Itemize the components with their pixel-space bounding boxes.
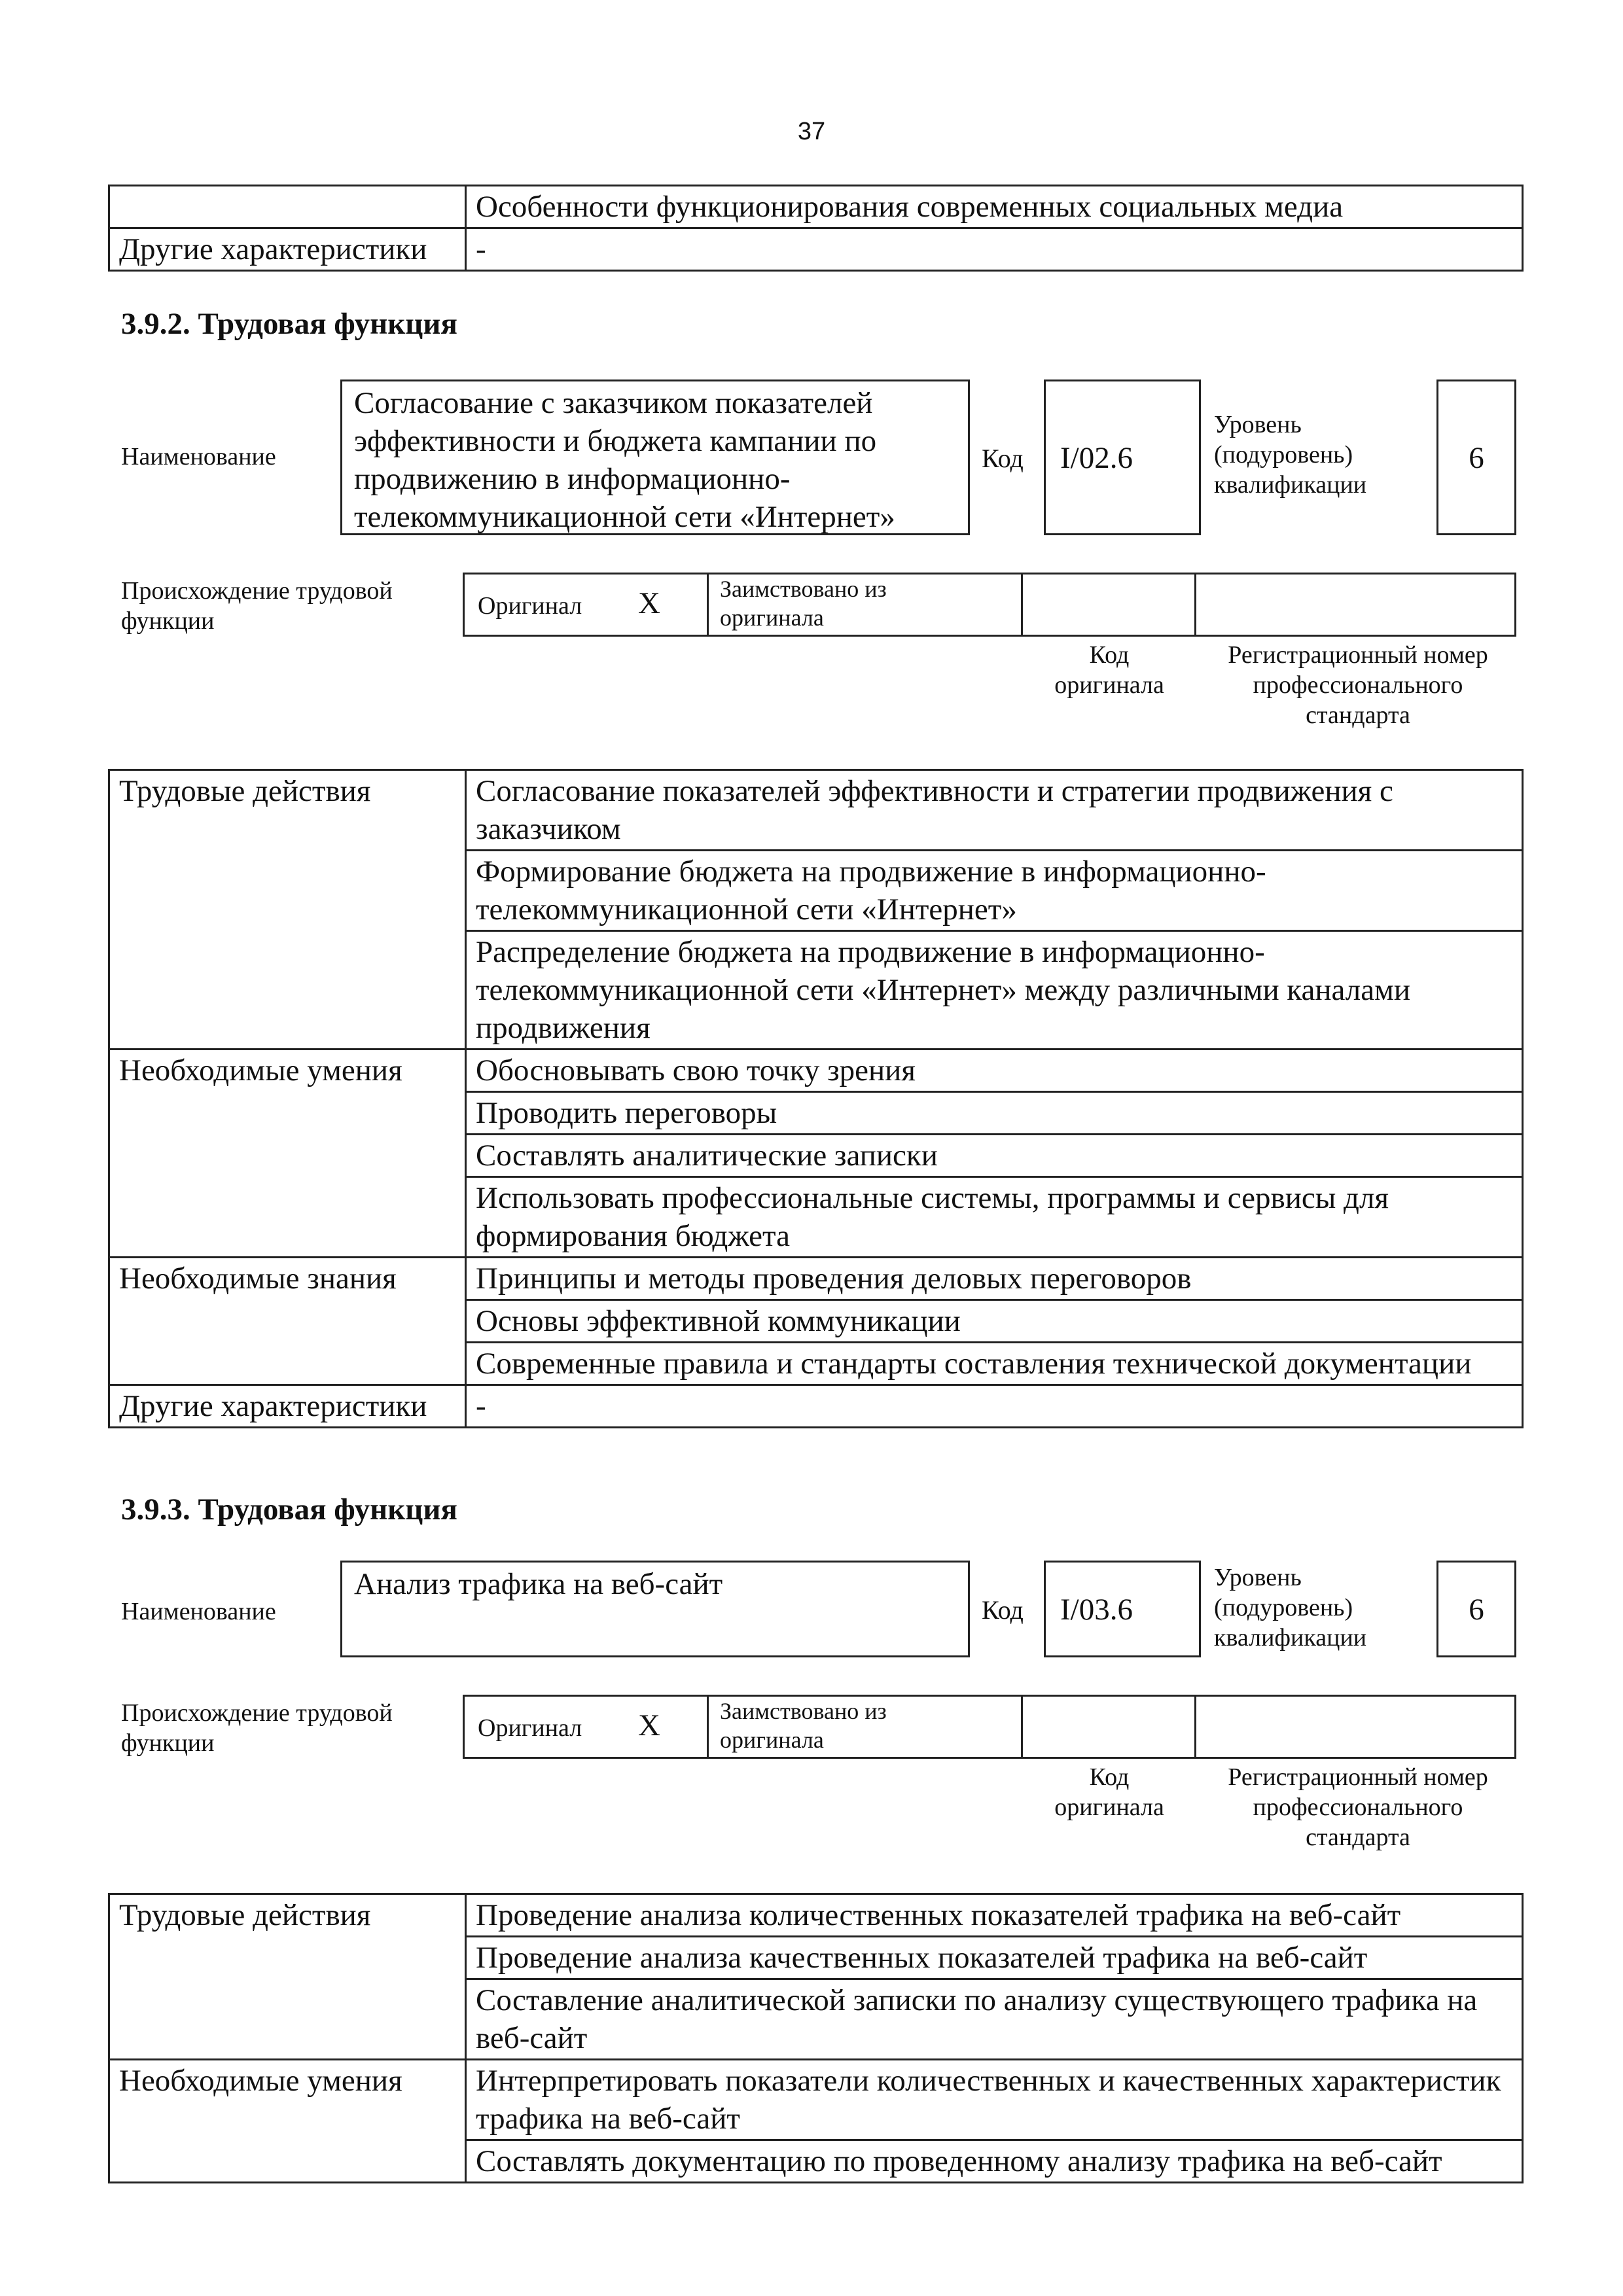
- origin-label: Происхождение трудовой функции: [121, 1699, 393, 1757]
- name-label: Наименование: [121, 1598, 276, 1625]
- table-row: [109, 1050, 1523, 1092]
- row-label: Другие характеристики: [109, 1385, 466, 1428]
- row-label: Необходимые умения: [109, 1050, 466, 1258]
- top-table: [108, 185, 1524, 272]
- origin-label: Происхождение трудовой функции: [121, 577, 393, 635]
- row-value: Составлять аналитические записки: [466, 1135, 1523, 1177]
- row-value: Интерпретировать показатели количественных и качественных характеристик трафика на веб-сайт: [466, 2060, 1523, 2140]
- level-box: [1436, 380, 1516, 535]
- table-row: [109, 770, 1523, 851]
- row-value: Обосновывать свою точку зрения: [466, 1050, 1523, 1092]
- table-row: [109, 1385, 1523, 1428]
- function-name: Анализ трафика на веб-сайт: [354, 1567, 723, 1601]
- row-label: [109, 186, 466, 228]
- row-value: -: [466, 228, 1523, 271]
- table-row: [109, 1894, 1523, 1937]
- code-box: [1044, 380, 1201, 535]
- row-value: Использовать профессиональные системы, программы и сервисы для формирования бюджета: [466, 1177, 1523, 1258]
- code-label: Код: [982, 444, 1024, 473]
- section-title-3-9-3: 3.9.3. Трудовая функция: [121, 1492, 457, 1527]
- origin-box: [463, 573, 1516, 637]
- original-mark: X: [638, 586, 660, 620]
- row-value: -: [466, 1385, 1523, 1428]
- row-value: Проведение анализа количественных показателей трафика на веб-сайт: [466, 1894, 1523, 1937]
- table-row: [109, 2060, 1523, 2140]
- section-3-table: [108, 1893, 1524, 2183]
- row-value: Распределение бюджета на продвижение в информационно-телекоммуникационной сети «Интернет» между различными каналами продвижения: [466, 931, 1523, 1050]
- function-name: Согласование с заказчиком показателей эффективности и бюджета кампании по продвижению в информационно-телекоммуникационной сети «Интернет»: [354, 386, 895, 534]
- origin-box: [463, 1695, 1516, 1759]
- row-value: Формирование бюджета на продвижение в информационно-телекоммуникационной сети «Интернет»: [466, 851, 1523, 931]
- row-value: Особенности функционирования современных социальных медиа: [466, 186, 1523, 228]
- borrowed-label: Заимствовано из оригинала: [720, 1698, 887, 1753]
- row-label: Трудовые действия: [109, 1894, 466, 2060]
- code-value: I/03.6: [1060, 1593, 1133, 1627]
- row-value: Составлять документацию по проведенному анализу трафика на веб-сайт: [466, 2140, 1523, 2183]
- level-label: Уровень (подуровень) квалификации: [1214, 1564, 1367, 1651]
- section-2-table: [108, 769, 1524, 1428]
- code-label: Код: [982, 1595, 1024, 1625]
- row-label: Необходимые умения: [109, 2060, 466, 2183]
- code-box: [1044, 1561, 1201, 1657]
- table-row: [109, 186, 1523, 228]
- original-label: Оригинал: [478, 1714, 582, 1742]
- row-value: Основы эффективной коммуникации: [466, 1300, 1523, 1343]
- row-value: Современные правила и стандарты составления технической документации: [466, 1343, 1523, 1385]
- code-original-caption: Код оригинала: [1054, 641, 1164, 699]
- section-title-3-9-2: 3.9.2. Трудовая функция: [121, 307, 457, 341]
- row-label: Другие характеристики: [109, 228, 466, 271]
- row-value: Составление аналитической записки по анализу существующего трафика на веб-сайт: [466, 1979, 1523, 2060]
- row-value: Согласование показателей эффективности и стратегии продвижения с заказчиком: [466, 770, 1523, 851]
- name-label: Наименование: [121, 443, 276, 470]
- table-row: [109, 1258, 1523, 1300]
- row-value: Проводить переговоры: [466, 1092, 1523, 1135]
- page-number: 37: [797, 118, 826, 145]
- function-name-box: [340, 1561, 970, 1657]
- table-row: [109, 228, 1523, 271]
- row-value: Принципы и методы проведения деловых переговоров: [466, 1258, 1523, 1300]
- original-label: Оригинал: [478, 592, 582, 620]
- row-label: Необходимые знания: [109, 1258, 466, 1385]
- level-label: Уровень (подуровень) квалификации: [1214, 411, 1367, 499]
- level-value: 6: [1469, 441, 1484, 475]
- function-name-box: [340, 380, 970, 535]
- reg-number-caption: Регистрационный номер профессионального стандарта: [1228, 641, 1488, 729]
- level-box: [1436, 1561, 1516, 1657]
- level-value: 6: [1469, 1593, 1484, 1627]
- original-mark: X: [638, 1708, 660, 1742]
- reg-number-caption: Регистрационный номер профессионального стандарта: [1228, 1763, 1488, 1851]
- code-value: I/02.6: [1060, 441, 1133, 475]
- row-label: Трудовые действия: [109, 770, 466, 1050]
- row-value: Проведение анализа качественных показателей трафика на веб-сайт: [466, 1937, 1523, 1979]
- code-original-caption: Код оригинала: [1054, 1763, 1164, 1821]
- borrowed-label: Заимствовано из оригинала: [720, 576, 887, 631]
